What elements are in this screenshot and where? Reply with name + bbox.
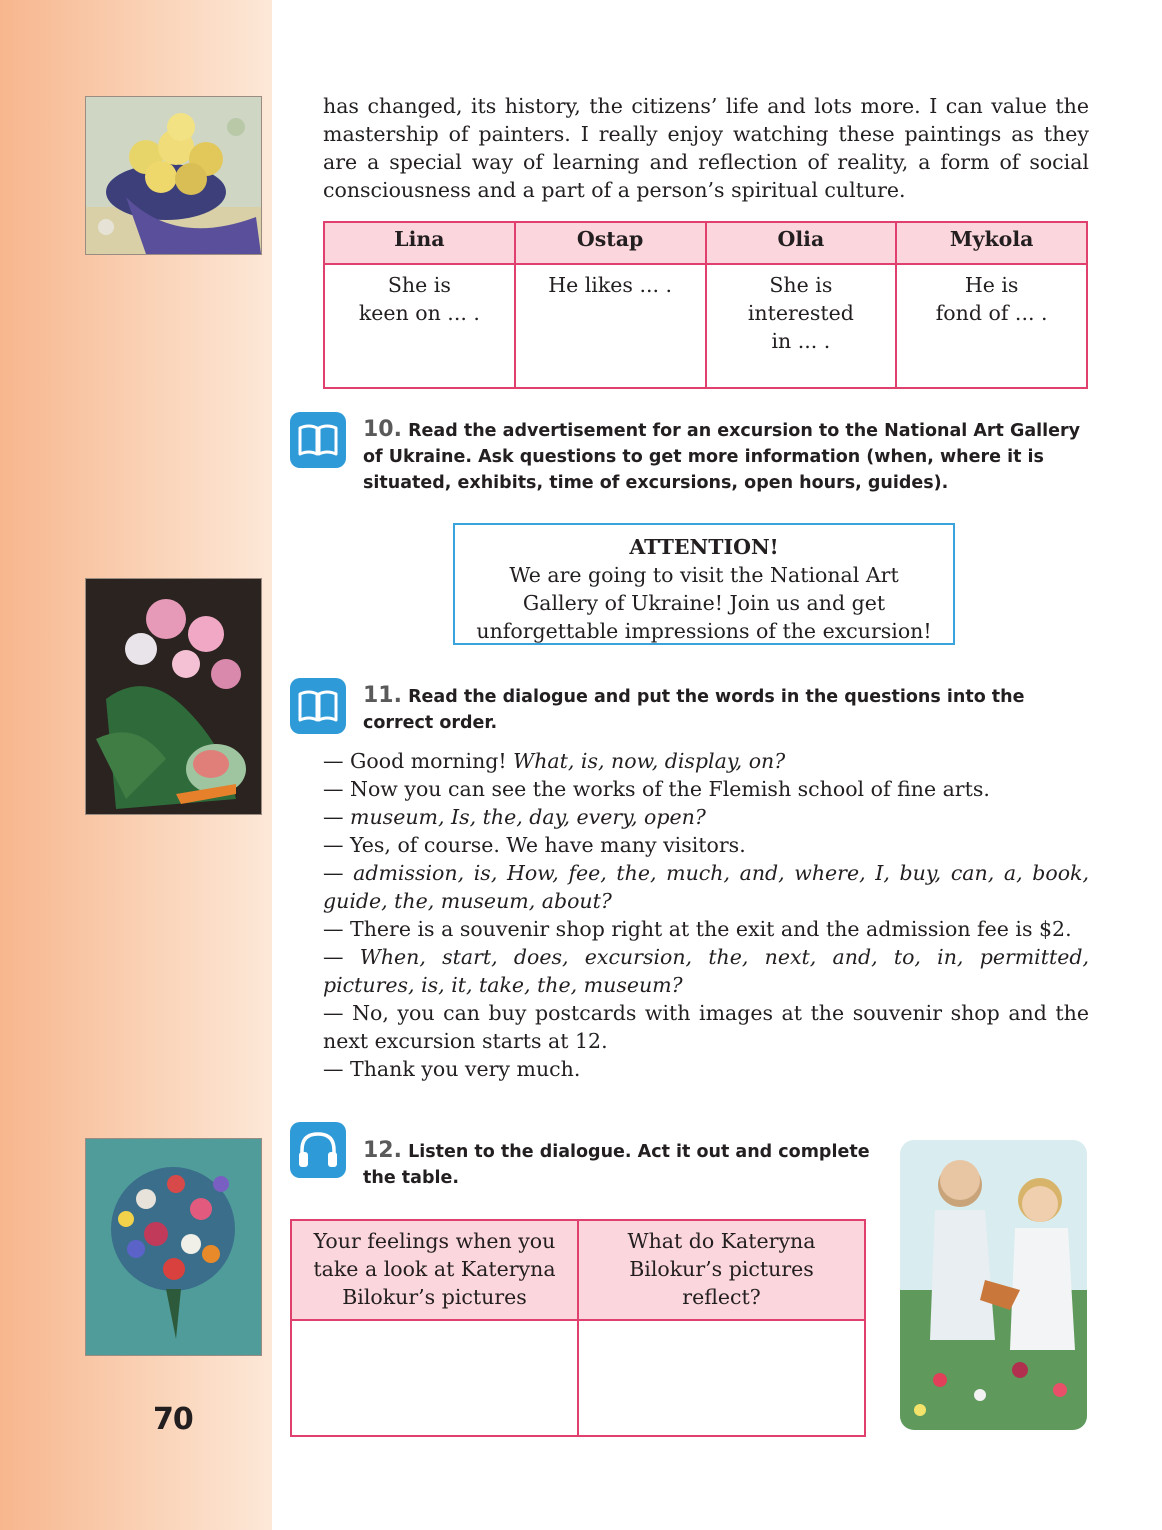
dialogue-question: admission, is, How, fee, the, much, and, where, I, buy, can, a, book, guide, the, museum, about? [323, 861, 1089, 913]
exercise-12-instruction [363, 1138, 873, 1191]
dialogue-line [323, 943, 1089, 999]
advert-line-3: unforgettable impressions of the excursion! [476, 619, 932, 643]
header-mykola: Mykola [896, 222, 1087, 264]
flower-bouquet-painting [85, 1138, 262, 1356]
feelings-header-1: Your feelings when you take a look at Kateryna Bilokur’s pictures [291, 1220, 578, 1320]
exercise-11-text: Read the dialogue and put the words in the questions into the correct order. [363, 687, 1025, 733]
page-number: 70 [153, 1402, 193, 1437]
dialogue-line [323, 999, 1089, 1055]
cell-olia-line-1: She is [769, 273, 833, 297]
exercise-12-number: 12. [363, 1138, 402, 1163]
preferences-body-row [324, 264, 1087, 388]
headphones-icon [290, 1122, 346, 1178]
exercise-11-instruction [363, 683, 1089, 736]
exercise-10-number: 10. [363, 417, 402, 442]
cell-ostap-line-1: He likes ... . [548, 273, 673, 297]
dialogue-text: Now you can see the works of the Flemish school of fine arts. [350, 777, 990, 801]
header-lina: Lina [324, 222, 515, 264]
dialogue-text: Thank you very much. [350, 1057, 581, 1081]
dash: — [323, 833, 344, 857]
feelings-body-row [291, 1320, 865, 1436]
dash: — [323, 805, 344, 829]
advert-line-2: Gallery of Ukraine! Join us and get [522, 591, 886, 615]
header-olia: Olia [706, 222, 897, 264]
dash: — [323, 777, 344, 801]
dialogue [323, 747, 1089, 1083]
cell-olia [706, 264, 897, 388]
cell-olia-line-2: interested [747, 301, 854, 325]
dash: — [323, 861, 344, 885]
exercise-11-number: 11. [363, 683, 402, 708]
intro-text: has changed, its history, the citizens’ life and lots more. I can value the mastership of painters. I really enjoy watching these paintings as they are a special way of learning and reflection of reality, a form of social consciousness and a part of a person’s spiritual culture. [323, 94, 1089, 202]
feelings-table [290, 1219, 866, 1437]
dialogue-line [323, 747, 1089, 775]
feelings-header-row [291, 1220, 865, 1320]
dash: — [323, 1001, 344, 1025]
cell-lina-line-1: She is [387, 273, 451, 297]
exercise-12-text: Listen to the dialogue. Act it out and complete the table. [363, 1142, 870, 1188]
header-ostap: Ostap [515, 222, 706, 264]
cell-mykola-line-2: fond of ... . [935, 301, 1048, 325]
feelings-header-2: What do Kateryna Bilokur’s pictures reflect? [578, 1220, 865, 1320]
cell-ostap [515, 264, 706, 388]
dialogue-line [323, 831, 1089, 859]
dialogue-question: What, is, now, display, on? [513, 749, 786, 773]
dialogue-text: Good morning! [350, 749, 514, 773]
book-icon [290, 412, 346, 468]
cell-olia-line-3: in ... . [771, 329, 831, 353]
dialogue-text: There is a souvenir shop right at the exit and the admission fee is $2. [350, 917, 1072, 941]
dialogue-question: When, start, does, excursion, the, next, and, to, in, permitted, pictures, is, it, take, the, museum? [323, 945, 1089, 997]
dialogue-line [323, 915, 1089, 943]
cell-mykola-line-1: He is [964, 273, 1019, 297]
cell-lina [324, 264, 515, 388]
dialogue-line [323, 775, 1089, 803]
still-life-apples-painting [85, 96, 262, 255]
dialogue-text: Yes, of course. We have many visitors. [350, 833, 746, 857]
dash: — [323, 749, 344, 773]
dialogue-line [323, 803, 1089, 831]
dialogue-question: museum, Is, the, day, every, open? [350, 805, 706, 829]
feelings-answer-cell-2[interactable] [578, 1320, 865, 1436]
advert-heading: ATTENTION! [629, 535, 779, 559]
dash: — [323, 917, 344, 941]
children-watering-flowers-illustration [900, 1140, 1087, 1430]
dialogue-line [323, 859, 1089, 915]
dialogue-line [323, 1055, 1089, 1083]
dash: — [323, 945, 344, 969]
advert-line-1: We are going to visit the National Art [509, 563, 899, 587]
cell-mykola [896, 264, 1087, 388]
dialogue-text: No, you can buy postcards with images at the souvenir shop and the next excursion starts at 12. [323, 1001, 1089, 1053]
book-icon [290, 678, 346, 734]
exercise-10-instruction [363, 417, 1089, 496]
preferences-table [323, 221, 1088, 389]
preferences-header-row [324, 222, 1087, 264]
dash: — [323, 1057, 344, 1081]
exercise-10-text: Read the advertisement for an excursion to the National Art Gallery of Ukraine. Ask questions to get more information (when, where it is situated, exhibits, time of excursions, open hours, guides). [363, 421, 1081, 493]
peonies-still-life-painting [85, 578, 262, 815]
intro-paragraph [323, 92, 1089, 204]
cell-lina-line-2: keen on ... . [358, 301, 480, 325]
feelings-answer-cell-1[interactable] [291, 1320, 578, 1436]
attention-advert-box [453, 523, 955, 645]
